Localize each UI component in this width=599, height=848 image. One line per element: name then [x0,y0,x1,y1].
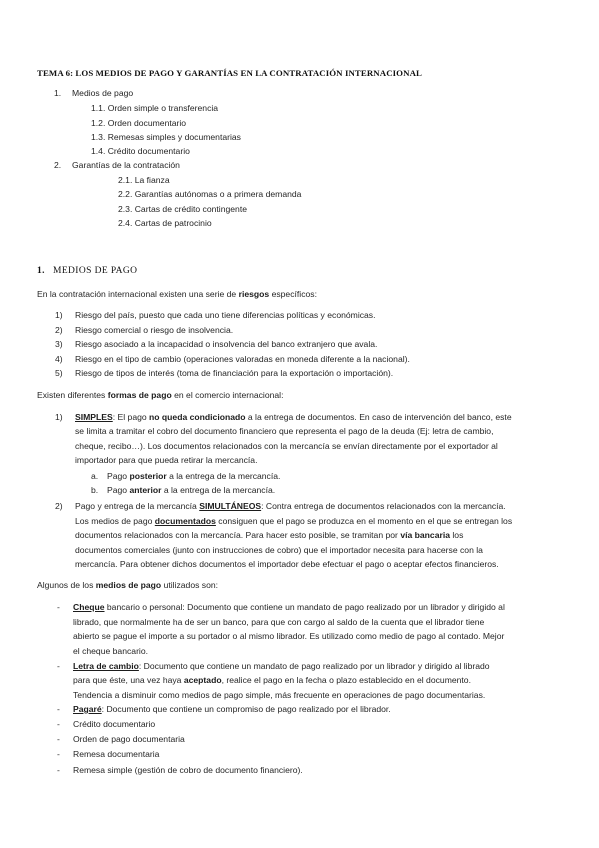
forms-intro: Existen diferentes formas de pago en el comercio internacional: [37,390,284,400]
list-dash: - [57,602,60,612]
list-number: 1) [55,412,63,422]
list-item: Riesgo del país, puesto que cada uno tiene diferencias políticas y económicas. [75,310,376,320]
toc-subitem: 2.4. Cartas de patrocinio [118,218,212,228]
toc-subitem: 1.1. Orden simple o transferencia [91,103,219,113]
sublist-marker: b. [91,485,99,495]
list-number: 2) [55,501,63,511]
list-item: Riesgo comercial o riesgo de insolvencia. [75,325,234,335]
toc-subitem: 2.1. La fianza [118,175,170,185]
list-number: 1) [55,310,63,320]
list-dash: - [57,765,60,775]
toc-item: 2. Garantías de la contratación [54,160,180,170]
list-number: 2) [55,325,63,335]
list-dash: - [57,661,60,671]
toc-subitem: 1.4. Crédito documentario [91,146,190,156]
list-dash: - [57,749,60,759]
list-dash: - [57,734,60,744]
list-item: Riesgo de tipos de interés (toma de financiación para la exportación o importación). [75,368,394,378]
list-dash: - [57,704,60,714]
toc-subitem: 1.3. Remesas simples y documentarias [91,132,241,142]
list-item: Crédito documentario [73,719,156,729]
list-number: 4) [55,354,63,364]
toc-subitem: 2.2. Garantías autónomas o a primera demanda [118,189,302,199]
section-heading: 1. MEDIOS DE PAGO [37,266,138,276]
means-intro: Algunos de los medios de pago utilizados son: [37,580,219,590]
list-item: Remesa simple (gestión de cobro de documento financiero). [73,765,303,775]
sublist-marker: a. [91,471,99,481]
list-item: Riesgo en el tipo de cambio (operaciones valoradas en moneda diferente a la nacional). [75,354,410,364]
list-number: 3) [55,339,63,349]
document-title: TEMA 6: LOS MEDIOS DE PAGO Y GARANTÍAS EN LA CONTRATACIÓN INTERNACIONAL [37,68,422,78]
list-number: 5) [55,368,63,378]
list-item: Orden de pago documentaria [73,734,185,744]
toc-item: 1. Medios de pago [54,88,134,98]
list-dash: - [57,719,60,729]
list-item: Remesa documentaria [73,749,160,759]
document-page: TEMA 6: LOS MEDIOS DE PAGO Y GARANTÍAS EN LA CONTRATACIÓN INTERNACIONAL 1. Medios de pago 1.1. Orden simple o transferencia 1.2. Orden documentario 1.3. Remesas simples y documentarias 1.4. Crédito documentario 2. Garantías de la contratación 2.1. La fianza 2.2. Garantías autónomas o a primera demanda 2.3. Cartas de crédito contingente 2.4. Cartas de patrocinio 1. MEDIOS DE PAGO En la contratación internacional existen una serie de riesgos específicos: 1) Riesgo del país, puesto que cada uno tiene diferencias políticas y económicas. 2) Riesgo comercial o riesgo de insolvencia. 3) Riesgo asociado a la incapacidad o insolvencia del banco extranjero que avala. 4) Riesgo en el tipo de cambio (operaciones valoradas en moneda diferente a la nacional). 5) Riesgo de tipos de interés (toma de financiación para la exportación o importación). Existen diferentes formas de pago en el comercio internacional: 1) SIMPLES: El pago no queda condicionado a la entrega de documentos. En caso de intervención del banco, este se limita a tramitar el cobro del documento financiero que representa el pago de la deuda (Ej: letra de cambio, cheque, recibo…). Los documentos relacionados con la mercancía se envían directamente por el exportador al importador para que pueda retirar la mercancía. a. Pago posterior a la entrega de la mercancía. b. Pago anterior a la entrega de la mercancía. 2) Pago y entrega de la mercancía SIMULTÁNEOS: Contra entrega de documentos relacionados con la mercancía. Los medios de pago documentados consiguen que el pago se produzca en el momento en el que se entregan los documentos relacionados con la mercancía. Para hacer esto posible, se tramitan por vía bancaria los documentos comerciales (junto con instrucciones de cobro) que el importador necesita para hacerse con la mercancía. Para obtener dichos documentos el importador debe efectuar el pago o aceptar efectos financieros. Algunos de los medios de pago utilizados son: - Cheque bancario o personal: Documento que contiene un mandato de pago realizado por un librador y dirigido al librado, que normalmente ha de ser un banco, para que con cargo al saldo de la cuenta que el librador tiene abierto se pague el importe a su portador o al mismo librador. Es utilizado como medio de pago al contado. Mejor el cheque bancario. - Letra de cambio: Documento que contiene un mandato de pago realizado por un librador y dirigido al librado para que éste, una vez haya aceptado, realice el pago en la fecha o plazo establecido en el documento. Tendencia a disminuir como medios de pago simple, más frecuente en operaciones de pago documentarias. - Pagaré: Documento que contiene un compromiso de pago realizado por el librador. - Crédito documentario - Orden de pago documentaria - Remesa documentaria - Remesa simple (gestión de cobro de documento financiero). [0,0,599,848]
toc-subitem: 1.2. Orden documentario [91,118,187,128]
risks-intro: En la contratación internacional existen una serie de riesgos específicos: [37,289,317,299]
list-item: Riesgo asociado a la incapacidad o insolvencia del banco extranjero que avala. [75,339,378,349]
toc-subitem: 2.3. Cartas de crédito contingente [118,204,247,214]
